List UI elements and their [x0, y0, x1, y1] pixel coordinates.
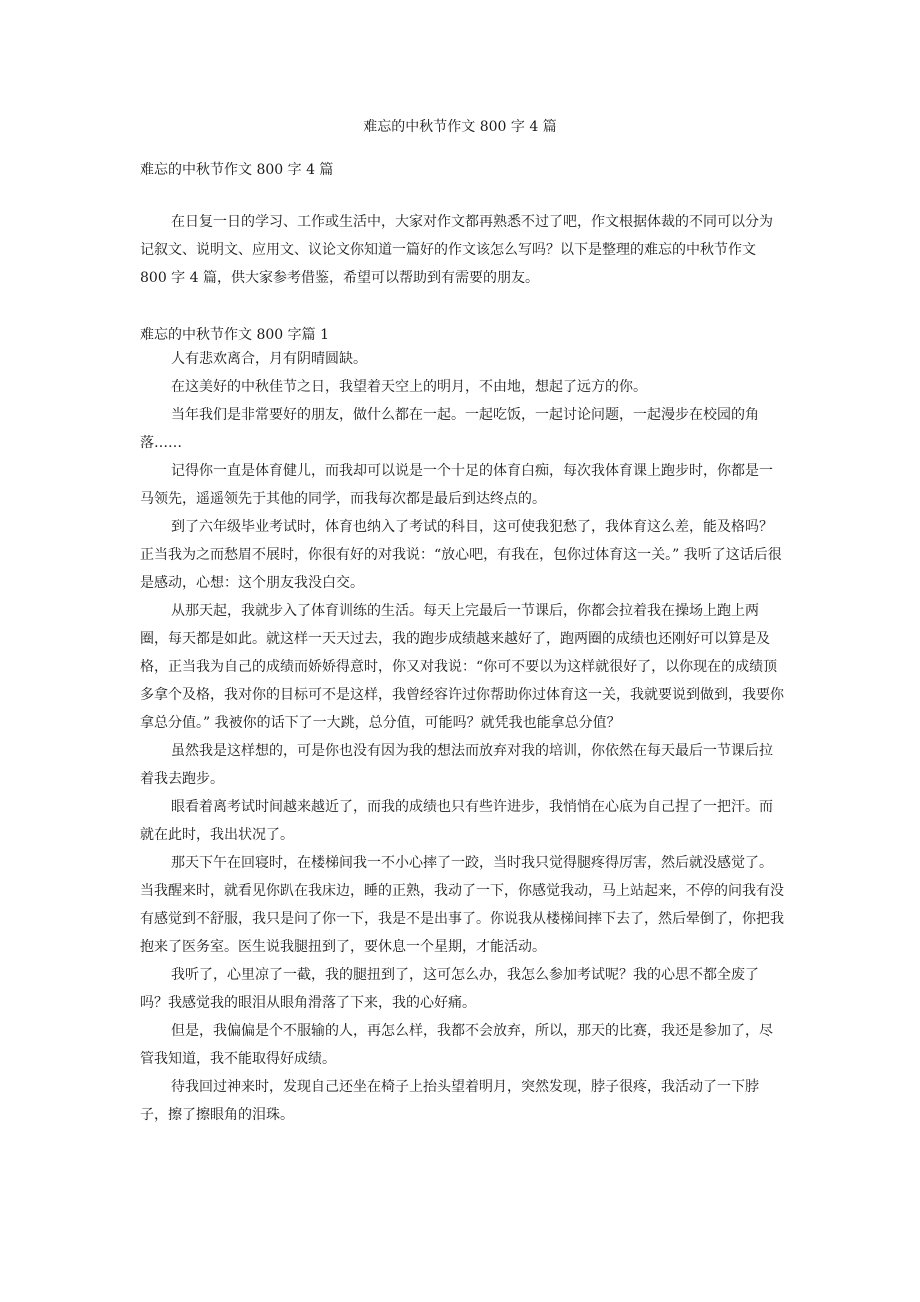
document-title: 难忘的中秋节作文 800 字 4 篇: [363, 119, 557, 135]
essay-body: [140, 345, 786, 1129]
paragraph: 但是，我偏偏是个不服输的人，再怎么样，我都不会放弃，所以，那天的比赛，我还是参加了，尽管我知道，我不能取得好成绩。: [140, 1023, 773, 1067]
paragraph: 在这美好的中秋佳节之日，我望着天空上的明月，不由地，想起了远方的你。: [171, 379, 647, 395]
paragraph: 记得你一直是体育健儿，而我却可以说是一个十足的体育白痴，每次我体育课上跑步时，你都是一马领先，遥遥领先于其他的同学，而我每次都是最后到达终点的。: [140, 463, 773, 507]
paragraph: 从那天起，我就步入了体育训练的生活。每天上完最后一节课后，你都会拉着我在操场上跑上两圈，每天都是如此。就这样一天天过去，我的跑步成绩越来越好了，跑两圈的成绩也还刚好可以算是及格，正当我为自己的成绩而娇娇得意时，你又对我说：“你可不要以为这样就很好了，以你现在的成绩顶多拿个及格，我对你的目标可不是这样，我曾经容许过你帮助你过体育这一关，我就要说到做到，我要你拿总分值。” 我被你的话下了一大跳，总分值，可能吗？就凭我也能拿总分值？: [140, 603, 784, 731]
paragraph: 眼看着离考试时间越来越近了，而我的成绩也只有些许进步，我悄悄在心底为自己捏了一把汗。而就在此时，我出状况了。: [140, 799, 773, 843]
paragraph: 到了六年级毕业考试时，体育也纳入了考试的科目，这可使我犯愁了，我体育这么差，能及格吗？正当我为之而愁眉不展时，你很有好的对我说：“放心吧，有我在，包你过体育这一关。” 我听了这话后很是感动，心想：这个朋友我没白交。: [140, 519, 782, 591]
paragraph: 我听了，心里凉了一截，我的腿扭到了，这可怎么办，我怎么参加考试呢？我的心思不都全废了吗？我感觉我的眼泪从眼角滑落了下来，我的心好痛。: [140, 967, 759, 1011]
intro-paragraph: 在日复一日的学习、工作或生活中，大家对作文都再熟悉不过了吧，作文根据体裁的不同可以分为记叙文、说明文、应用文、议论文你知道一篇好的作文该怎么写吗？以下是整理的难忘的中秋节作文 800 字 4 篇，供大家参考借鉴，希望可以帮助到有需要的朋友。: [140, 214, 773, 286]
paragraph: 待我回过神来时，发现自己还坐在椅子上抬头望着明月，突然发现，脖子很疼，我活动了一下脖子，擦了擦眼角的泪珠。: [140, 1079, 759, 1123]
paragraph: 虽然我是这样想的，可是你也没有因为我的想法而放弃对我的培训，你依然在每天最后一节课后拉着我去跑步。: [140, 743, 773, 787]
section-heading: 难忘的中秋节作文 800 字篇 1: [140, 327, 329, 343]
document-subtitle: 难忘的中秋节作文 800 字 4 篇: [140, 162, 334, 178]
paragraph: 当年我们是非常要好的朋友，做什么都在一起。一起吃饭，一起讨论问题，一起漫步在校园的角落……: [140, 407, 759, 451]
paragraph: 那天下午在回寝时，在楼梯间我一不小心摔了一跤，当时我只觉得腿疼得厉害，然后就没感觉了。当我醒来时，就看见你趴在我床边，睡的正熟，我动了一下，你感觉我动，马上站起来，不停的问我有没有感觉到不舒服，我只是问了你一下，我是不是出事了。你说我从楼梯间摔下去了，然后晕倒了，你把我抱来了医务室。医生说我腿扭到了，要休息一个星期，才能活动。: [140, 855, 784, 955]
paragraph: 人有悲欢离合，月有阴晴圆缺。: [171, 351, 367, 367]
